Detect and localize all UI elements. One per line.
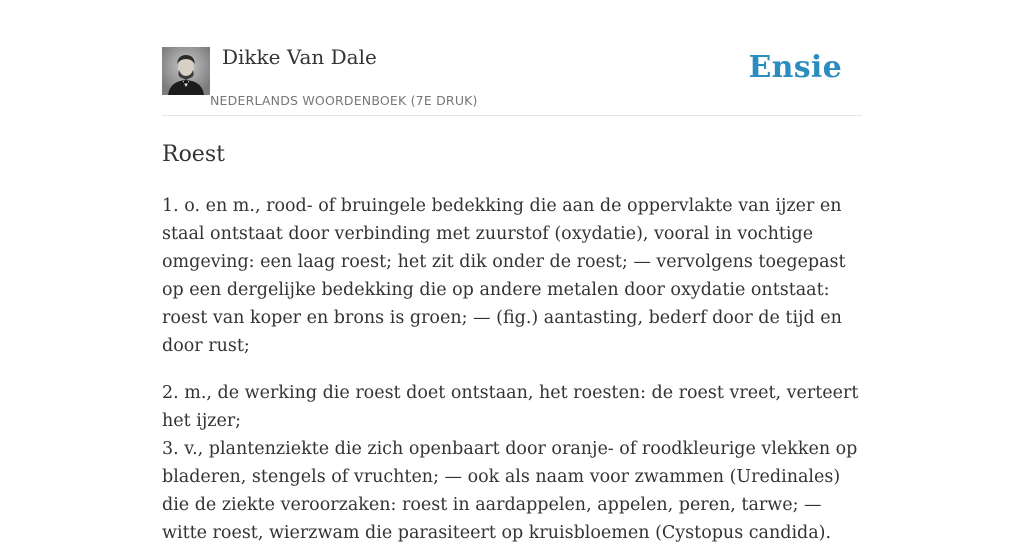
header [162, 0, 862, 116]
entry-title: Roest [162, 142, 225, 167]
portrait-photo-icon [162, 47, 210, 95]
brand-logo[interactable]: Ensie [748, 50, 842, 85]
author-name[interactable]: Dikke Van Dale [222, 45, 377, 69]
content-container [162, 0, 862, 547]
source-link[interactable]: NEDERLANDS WOORDENBOEK (7E DRUK) [210, 93, 478, 108]
author-avatar[interactable] [162, 47, 210, 95]
definition-paragraph-2: 2. m., de werking die roest doet ontstaan, het roesten: de roest vreet, verteert het ijzer; [162, 383, 859, 431]
definition-paragraph-1: 1. o. en m., rood- of bruingele bedekking die aan de oppervlakte van ijzer en staal ontstaat door verbinding met zuurstof (oxydatie), vooral in vochtige omgeving: een laag roest; het zit dik onder de roest; — vervolgens toegepast op een dergelijke bedekking die op andere metalen door oxydatie ontstaat: roest van koper en brons is groen; — (fig.) aantasting, bederf door de tijd en door rust; [162, 196, 846, 356]
entry-definition [162, 192, 862, 547]
definition-paragraph-3: 3. v., plantenziekte die zich openbaart door oranje- of roodkleurige vlekken op bladeren, stengels of vruchten; — ook als naam voor zwammen (Uredinales) die de ziekte veroorzaken: roest in aardappelen, appelen, peren, tarwe; — witte roest, wierzwam die parasiteert op kruisbloemen (Cystopus candida). [162, 439, 858, 543]
